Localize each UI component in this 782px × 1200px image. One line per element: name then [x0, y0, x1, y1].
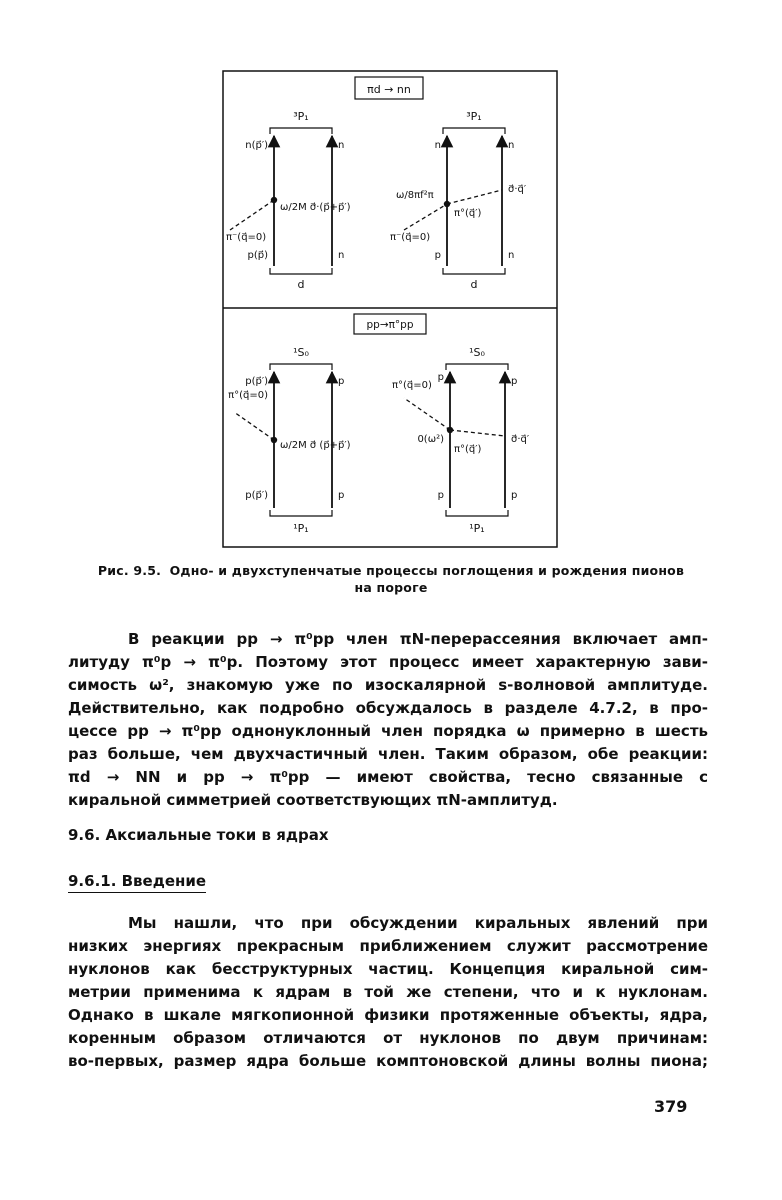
- label: n: [508, 250, 515, 261]
- state-label: ¹S₀: [293, 346, 309, 359]
- pion-line: [404, 204, 447, 230]
- pion-line: [234, 412, 274, 440]
- paragraph-line: Однако в шкале мягкопионной физики протяженные объекты, ядра,: [68, 1006, 708, 1024]
- paragraph-line: Мы нашли, что при обсуждении киральных явлений при: [128, 914, 708, 932]
- bottom-left-diagram: [228, 346, 351, 535]
- label: n: [434, 140, 441, 151]
- state-label: d: [470, 278, 478, 291]
- exchange-label: π°(q⃗′): [454, 208, 482, 219]
- top-left-diagram: [226, 110, 351, 291]
- feynman-figure: [222, 70, 558, 548]
- state-label: ¹P₁: [469, 522, 485, 535]
- paragraph-line: симость ω², знакомую уже по изоскалярной s-волновой амплитуде.: [68, 676, 708, 694]
- subsection-heading-text: 9.6.1. Введение: [68, 872, 206, 893]
- figure-caption-text: Одно- и двухступенчатые процессы поглощения и рождения пионов на пороге: [169, 563, 685, 595]
- pion-exchange-line: [450, 430, 505, 436]
- state-label: d: [297, 278, 305, 291]
- state-label: ¹P₁: [293, 522, 309, 535]
- page-number: 379: [654, 1097, 688, 1116]
- pion-line: [404, 398, 450, 430]
- bottom-right-diagram: [392, 346, 530, 535]
- label: π⁻(q⃗=0): [390, 232, 431, 243]
- paragraph-line: литуду π⁰p → π⁰p. Поэтому этот процесс имеет характерную зави-: [68, 653, 708, 671]
- paragraph-line: В реакции pp → π⁰pp член πN-перерассеяния включает амп-: [128, 630, 708, 648]
- vertex-dot: [447, 427, 453, 433]
- brace: [270, 268, 332, 274]
- label: p(p⃗′): [245, 490, 268, 501]
- brace: [270, 510, 332, 516]
- label: p(p⃗): [247, 250, 268, 261]
- subsection-heading: [68, 872, 206, 890]
- label: π°(q⃗=0): [392, 380, 432, 391]
- paragraph-line: цессе pp → π⁰pp однонуклонный член порядка ω примерно в шесть: [68, 722, 708, 740]
- label: p: [338, 490, 345, 501]
- state-label: ³P₁: [466, 110, 482, 123]
- pion-line: [230, 200, 274, 230]
- top-reaction-label: πd → nn: [367, 83, 411, 96]
- figure-svg: [222, 70, 558, 548]
- label: π°(q⃗=0): [228, 390, 268, 401]
- section-heading-text: 9.6. Аксиальные токи в ядрах: [68, 826, 329, 844]
- vertex-dot: [271, 197, 277, 203]
- label: π⁻(q⃗=0): [226, 232, 267, 243]
- label: n(p⃗′): [245, 140, 268, 151]
- top-right-diagram: [390, 110, 527, 291]
- brace: [443, 268, 505, 274]
- paragraph-line: метрии применима к ядрам в той же степени, что и к нуклонам.: [68, 983, 708, 1001]
- vertex-label: σ⃗·q⃗′: [511, 434, 530, 445]
- label: p: [437, 490, 444, 501]
- label: p(p⃗′): [245, 376, 268, 387]
- bottom-reaction-label: pp→π°pp: [366, 319, 414, 331]
- paragraph-line: πd → NN и pp → π⁰pp — имеют свойства, тесно связанные с: [68, 768, 708, 786]
- label: n: [508, 140, 515, 151]
- brace: [270, 128, 332, 134]
- label: p: [434, 250, 441, 261]
- label: n: [338, 250, 345, 261]
- figure-caption: [96, 562, 686, 596]
- brace: [270, 364, 332, 370]
- vertex-label: σ⃗·q⃗′: [508, 184, 527, 195]
- vertex-label: ω/2M σ⃗ (p⃗+p⃗′): [280, 440, 351, 451]
- figure-caption-label: Рис. 9.5.: [97, 563, 162, 578]
- label: p: [437, 372, 444, 383]
- vertex-label: ω/8πf²π: [396, 190, 434, 201]
- pion-exchange-line: [447, 190, 502, 204]
- vertex-label: 0(ω²): [417, 434, 444, 445]
- paragraph-line: Действительно, как подробно обсуждалось в разделе 4.7.2, в про-: [68, 699, 708, 717]
- section-heading: [68, 826, 329, 844]
- vertex-dot: [271, 437, 277, 443]
- state-label: ³P₁: [293, 110, 309, 123]
- paragraph-line: во-первых, размер ядра больше комптоновской длины волны пиона;: [68, 1052, 708, 1070]
- brace: [446, 510, 508, 516]
- paragraph-2: [68, 912, 708, 1073]
- paragraph-line: нуклонов как бесструктурных частиц. Концепция киральной сим-: [68, 960, 708, 978]
- paragraph-line: раз больше, чем двухчастичный член. Таким образом, обе реакции:: [68, 745, 708, 763]
- paragraph-line: коренным образом отличаются от нуклонов по двум причинам:: [68, 1029, 708, 1047]
- paragraph-line: киральной симметрией соответствующих πN-амплитуд.: [68, 791, 558, 809]
- vertex-dot: [444, 201, 450, 207]
- vertex-label: ω/2M σ⃗·(p⃗+p⃗′): [280, 202, 351, 213]
- label: p: [338, 376, 345, 387]
- label: n: [338, 140, 345, 151]
- brace: [446, 364, 508, 370]
- label: p: [511, 376, 518, 387]
- state-label: ¹S₀: [469, 346, 485, 359]
- label: p: [511, 490, 518, 501]
- exchange-label: π°(q⃗′): [454, 444, 482, 455]
- brace: [443, 128, 505, 134]
- paragraph-line: низких энергиях прекрасным приближением служит рассмотрение: [68, 937, 708, 955]
- paragraph-1: [68, 628, 708, 812]
